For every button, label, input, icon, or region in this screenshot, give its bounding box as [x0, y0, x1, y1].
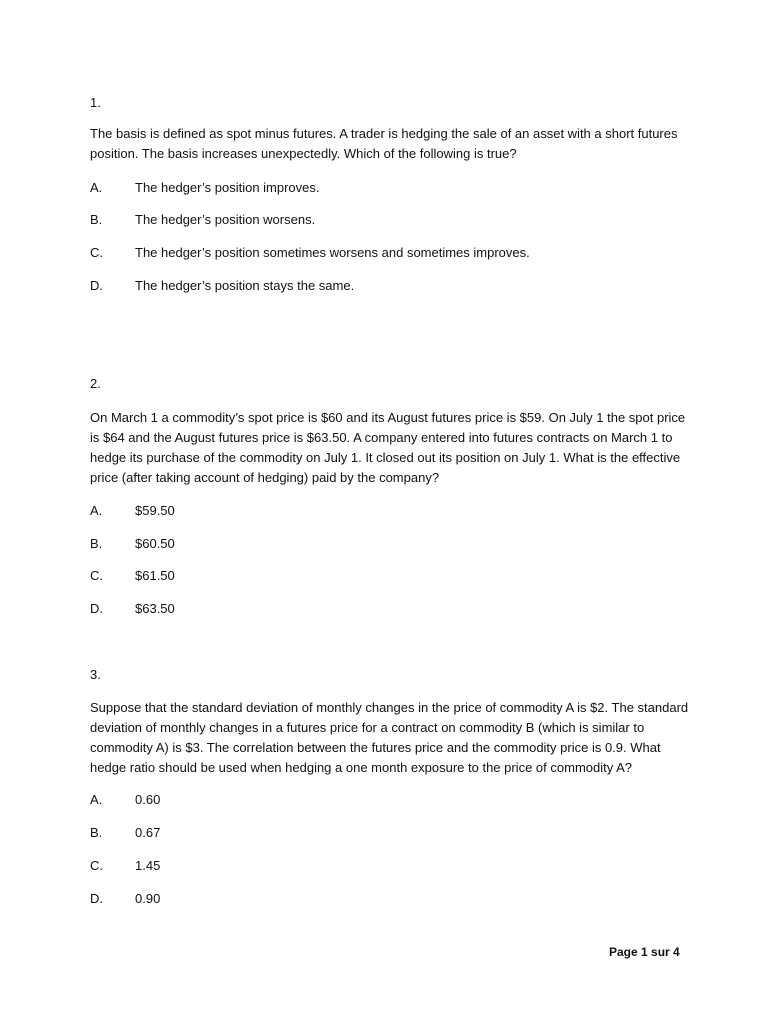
option-letter: B. — [90, 536, 103, 551]
question-1-option-d — [90, 278, 354, 294]
option-text: 0.67 — [135, 825, 161, 840]
question-3-option-b — [90, 825, 160, 841]
option-letter: D. — [90, 891, 103, 906]
question-3-stem: Suppose that the standard deviation of monthly changes in the price of commodity A is $2. The standard deviation of monthly changes in a futures price for a contract on commodity B (which is similar to commodity A) is $3. The correlation between the futures price and the commodity price is 0.9. What hedge ratio should be used when hedging a one month exposure to the price of commodity A? — [90, 700, 689, 775]
option-letter: D. — [90, 278, 103, 293]
option-text: The hedger’s position worsens. — [135, 212, 316, 227]
question-2-stem: On March 1 a commodity’s spot price is $60 and its August futures price is $59. On July 1 the spot price is $64 and the August futures price is $63.50. A company entered into futures contracts on March 1 to hedge its purchase of the commodity on July 1. It closed out its position on July 1. What is the effective price (after taking account of hedging) paid by the company? — [90, 410, 686, 485]
question-2-option-d — [90, 601, 175, 617]
option-letter: D. — [90, 601, 103, 616]
option-text: $63.50 — [135, 601, 175, 616]
question-3-option-c — [90, 858, 160, 874]
question-2-option-a — [90, 503, 175, 519]
question-3-option-d — [90, 891, 160, 907]
option-letter: B. — [90, 825, 103, 840]
question-2-option-b — [90, 536, 175, 552]
option-letter: C. — [90, 858, 103, 873]
option-letter: B. — [90, 212, 103, 227]
option-text: 0.60 — [135, 792, 161, 807]
question-2-option-c — [90, 568, 175, 584]
option-letter: A. — [90, 792, 103, 807]
option-text: 0.90 — [135, 891, 161, 906]
option-text: $61.50 — [135, 568, 175, 583]
option-text: 1.45 — [135, 858, 161, 873]
question-3-number: 3. — [90, 667, 101, 682]
option-letter: C. — [90, 568, 103, 583]
question-1-option-b — [90, 212, 315, 228]
question-1-option-a — [90, 180, 320, 196]
question-1-number: 1. — [90, 95, 101, 110]
option-text: The hedger’s position sometimes worsens and sometimes improves. — [135, 245, 530, 260]
option-letter: C. — [90, 245, 103, 260]
question-2-number: 2. — [90, 376, 101, 391]
option-text: The hedger’s position improves. — [135, 180, 320, 195]
question-1-option-c — [90, 245, 530, 261]
question-3-option-a — [90, 792, 160, 808]
question-1-stem: The basis is defined as spot minus futures. A trader is hedging the sale of an asset with a short futures position. The basis increases unexpectedly. Which of the following is true? — [90, 126, 678, 161]
option-letter: A. — [90, 503, 103, 518]
option-text: $59.50 — [135, 503, 175, 518]
option-text: The hedger’s position stays the same. — [135, 278, 355, 293]
page-number: Page 1 sur 4 — [609, 945, 680, 959]
option-letter: A. — [90, 180, 103, 195]
option-text: $60.50 — [135, 536, 175, 551]
